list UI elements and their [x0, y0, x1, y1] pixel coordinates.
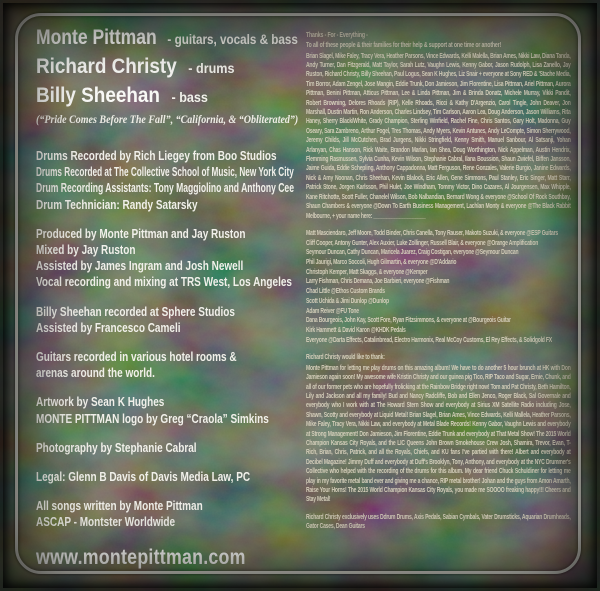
richard-thanks-paragraph: Monte Pittman for letting me play drums on this amazing album! We have to do another 5 hour brunch at HK with Don Jamieson again soon! My awesome wife Kristin Christy and our guinea pig Tico, RIP Taco and Sugar, Ernie, Chunk, and all of our former pets who are hopefully frolicking at the Rainbow Bridge right now! Tom and Pat Christy, Beth Hamilton, Lily and Jackson and all my family! Bud and Nancy Radcliffe, Bob and Ellen Jenco, Roger Black, Sal Governale and everybody who I work with at The Howard Stern Show and everybody at Sirius XM Satellite Radio including Jose, Shawn, Scotty and everybody at Liquid Metal! Brian Slagel, Brian Ames, Vince Edwards, Kelli Mallela, Heather Parsons, Mike Faley, Tracy Vera, Nikki Law, and everybody at Metal Blade Records! Kenny Gabor, Vaughn Lewis and everybody at Strong Management! Don Jamieson, Jim Florentine, Eddie Trunk and everybody at That Metal Show! The 2015 World Champion Kansas City Royals, and the LIC Queens John Brown Smokehouse Crew Josh, Shamira, Trevor, Evan, T-Rich, Brian, Chris, Patrick, and all the Royals, Chiefs, and KU fans I've partied with there! Albert and everybody at Decibel Magazine! Jimmy Duff and everybody at Duff's Brooklyn, Tony, Anthony, and everybody at the NYC Drummer's Collective who helped with the recording of the drums for this album. My dear friend Chuck Schuldiner for letting me play in my favorite metal band ever and giving me a chance, RIP metal brother! Johan and the guys from Amon Amarth, Raise Your Horns! The 2015 World Champion Kansas City Royals, you made me SOOOO freaking happy!!! Cheers and Stay Metal! [306, 362, 571, 504]
credit-line: arenas around the world. [36, 366, 155, 381]
richard-thanks-title: Richard Christy would like to thank: [306, 352, 385, 362]
member-role: - guitars, vocals & bass [167, 31, 298, 47]
credit-group-guitars [36, 349, 296, 381]
credit-line: MONTE PITTMAN logo by Greg “Craola” Simkins [36, 411, 269, 426]
gear-credit-line: Scott Uchida & Jimi Dunlop @Dunlop [306, 295, 389, 305]
credit-line: Billy Sheehan recorded at Sphere Studios [36, 304, 235, 319]
credit-line: All songs written by Monte Pittman [36, 499, 203, 514]
credit-line: Assisted by Francesco Cameli [36, 320, 181, 335]
gear-credits-list [306, 228, 571, 344]
credits-list [36, 148, 296, 531]
credit-group-bass [36, 304, 296, 336]
credit-line: Assisted by James Ingram and Josh Newell [36, 259, 244, 274]
richard-gear-paragraph: Richard Christy exclusively uses Ddrum Drums, Axis Pedals, Sabian Cymbals, Vater Drumsticks, Aquarian Drumheads, Gator Cases, Dean Guitars [306, 511, 571, 531]
credit-line: Drums Recorded by Rich Liegey from Boo Studios [36, 149, 277, 163]
credit-line: ASCAP - Montster Worldwide [36, 515, 176, 530]
credit-group-legal [36, 469, 296, 485]
credit-line: Drum Recording Assistants: Tony Maggiolino and Anthony Cee [36, 181, 294, 196]
credit-group-production [36, 226, 296, 291]
credit-line: Drum Technician: Randy Satarsky [36, 197, 198, 212]
member-name: Billy Sheehan [36, 84, 160, 107]
lineup-member-monte [36, 24, 298, 53]
credit-group-photography [36, 440, 296, 456]
thanks-column [306, 30, 571, 531]
member-role: - drums [188, 60, 235, 76]
lineup-note: (“Pride Comes Before The Fall”, “California, & “Obliterated”) [36, 112, 299, 126]
member-role: - bass [171, 89, 208, 105]
credit-group-songwriting [36, 498, 296, 530]
lineup-member-richard [36, 53, 235, 82]
gear-credit-line: Seymour Duncan, Cathy Duncan, Maricela Juarez, Craig Costigan, everyone @Seymour Duncan [306, 247, 519, 257]
member-name: Monte Pittman [36, 26, 157, 49]
thanks-title: Thanks - For - Everything - [306, 30, 368, 39]
thanks-intro: To all of these people & their families for their help & support at one time or another! [306, 39, 502, 49]
gear-credit-line: Chad Little @Ethos Custom Brands [306, 286, 385, 296]
member-name: Richard Christy [36, 55, 177, 78]
gear-credit-line: Everyone @Darta Effects, Catalinbread, Electro Harmonix, Real McCoy Customs, El Rey Effects, & Solidgold FX [306, 334, 552, 344]
gear-credit-line: Kirk Hammett & David Karon @KHDK Pedals [306, 324, 406, 334]
gear-credit-line: Cliff Cooper, Antony Gunter, Alex Auxier, Luke Zollinger, Russell Blair, & everyone @Orange Amplification [306, 237, 539, 247]
credit-line: Vocal recording and mixing at TRS West, Los Angeles [36, 275, 292, 290]
credit-line: Drums Recorded at The Collective School of Music, New York City [36, 165, 294, 180]
lineup-member-billy [36, 82, 208, 111]
thanks-names-paragraph: Brian Slagel, Mike Faley, Tracy Vera, Heather Parsons, Vince Edwards, Kelli Malella, Brian Ames, Nikki Law, Diana Tanda, Andy Turner, Dan Fitzgerald, Matt Taylor, Sarah Lutz, Vaughn Lewis, Kenny Gabor, Jason Rudolph, Lisa Zanello, Jay Ruston, Richard Christy, Billy Sheehan, Paul Logus, Sean K Hughes, Liz Snair + everyone at Sony RED & 'Stache Media, Tim Borror, Adam Zengel, Jose Mangin, Eddie Trunk, Don Jamieson, Jim Florentine, Lisa Pittman, Ariel Pittman, Aurora Pittman, Benini Pittman, Atticus Pittman, Lee & Linda Pittman, Jim & Brinda Donatz, Michele Murray, Vikki Pandit, Robert Browning, Delores Rhoads (RIP), Kelle Rhoads, Ricci & Kathy D'Argenzio, Carol Tingle, John Deaver, Jon Marshall, Dustin Martin, Ron Anderson, Charles Lindsey, Tim Carlson, Aaron Lea, Doug Anderson, Jason Williams, Rita Haney, Sherry Black/White, Grady Champion, Sterling Winfield, Rachel Fine, Chris Santos, Gary Holt, Madonna, Guy Oseary, Sara Zambreno, Arthur Fogel, Tres Thomas, Andy Myers, Kevin Antunes, Andy LeCompte, Simon Sherrywood, Jeremy Childs, Jill McCutchen, Brad Jurgens, Nikki Stringfield, Kenny Smith, Manuel Sanbour, Al Satsanji, Yohan Arlanyan, Chas Hanson, Rick Waite, Brandon Marlan, Ian Shea, Doug Worthington, Nick Appelman, Austin Hendrix, Flemming Rasmussen, Sylvia Cunha, Kevin Wilson, Stephanie Cabral, Ilana Boussion, Shaun Zwiefel, Biffen Jansson, Jaime Guida, Eddie Schepling, Anthony Cappadonna, Matt Ferguson, Rene Gonzales, Valerie Burgio, Janine Edwards, Nick & Amy Noonan, Chris Sheehan, Kevin Blalock, Eric Allen, Gene Simmons, Paul Stanley, Eric Singer, Matt Starr, Patrick Stone, Jorgen Karlsson, Phil Hulet, Joe Windham, Tommy Victor, Dino Cazares, Al Jourgensen, Max Whipple, Kane Ritchotte, Scott Fuller, Chanelel Wilson, Bob Nalbandian, Bernard Wong & everyone @School Of Rock Southbay, Shaun Chambers & everyone @Down To Earth Business Management, Lachlan Monty & everyone @The Black Rabbit Melbourne, + your name here: ____________________ [306, 50, 571, 220]
credit-line: Legal: Glenn B Davis of Davis Media Law, PC [36, 470, 251, 485]
gear-credit-line: Christoph Kemper, Matt Skaggs, & everyone @Kemper [306, 266, 428, 276]
gear-credit-line: Larry Fishman, Chris Demana, Joe Barbieri, everyone @Fishman [306, 276, 450, 286]
gear-credit-line: Dana Bourgeois, John Kay, Scott Fore, Ryan Fitzsimmons, & everyone at @Bourgeois Guitar [306, 315, 511, 325]
gear-credit-line: Adam Reiver @FU Tone [306, 305, 359, 315]
credit-line: Guitars recorded in various hotel rooms & [36, 350, 237, 365]
gear-credit-line: Matt Masciendaro, Jeff Moore, Todd Binder, Chris Canella, Tony Rauser, Makoto Suzuki, & everyone @ESP Guitars [306, 227, 558, 237]
credits-column [36, 24, 299, 570]
credit-group-artwork [36, 394, 296, 426]
credit-line: Artwork by Sean K Hughes [36, 395, 165, 410]
credit-line: Mixed by Jay Ruston [36, 243, 136, 258]
website-url: www.montepittman.com [36, 544, 246, 569]
gear-credit-line: Phil Jaurigi, Marco Soccoli, Hugh Gilmartin, & everyone @D'Addario [306, 257, 457, 267]
credit-group-drums [36, 148, 296, 213]
credit-line: Photography by Stephanie Cabral [36, 440, 197, 455]
credit-line: Produced by Monte Pittman and Jay Ruston [36, 226, 246, 241]
